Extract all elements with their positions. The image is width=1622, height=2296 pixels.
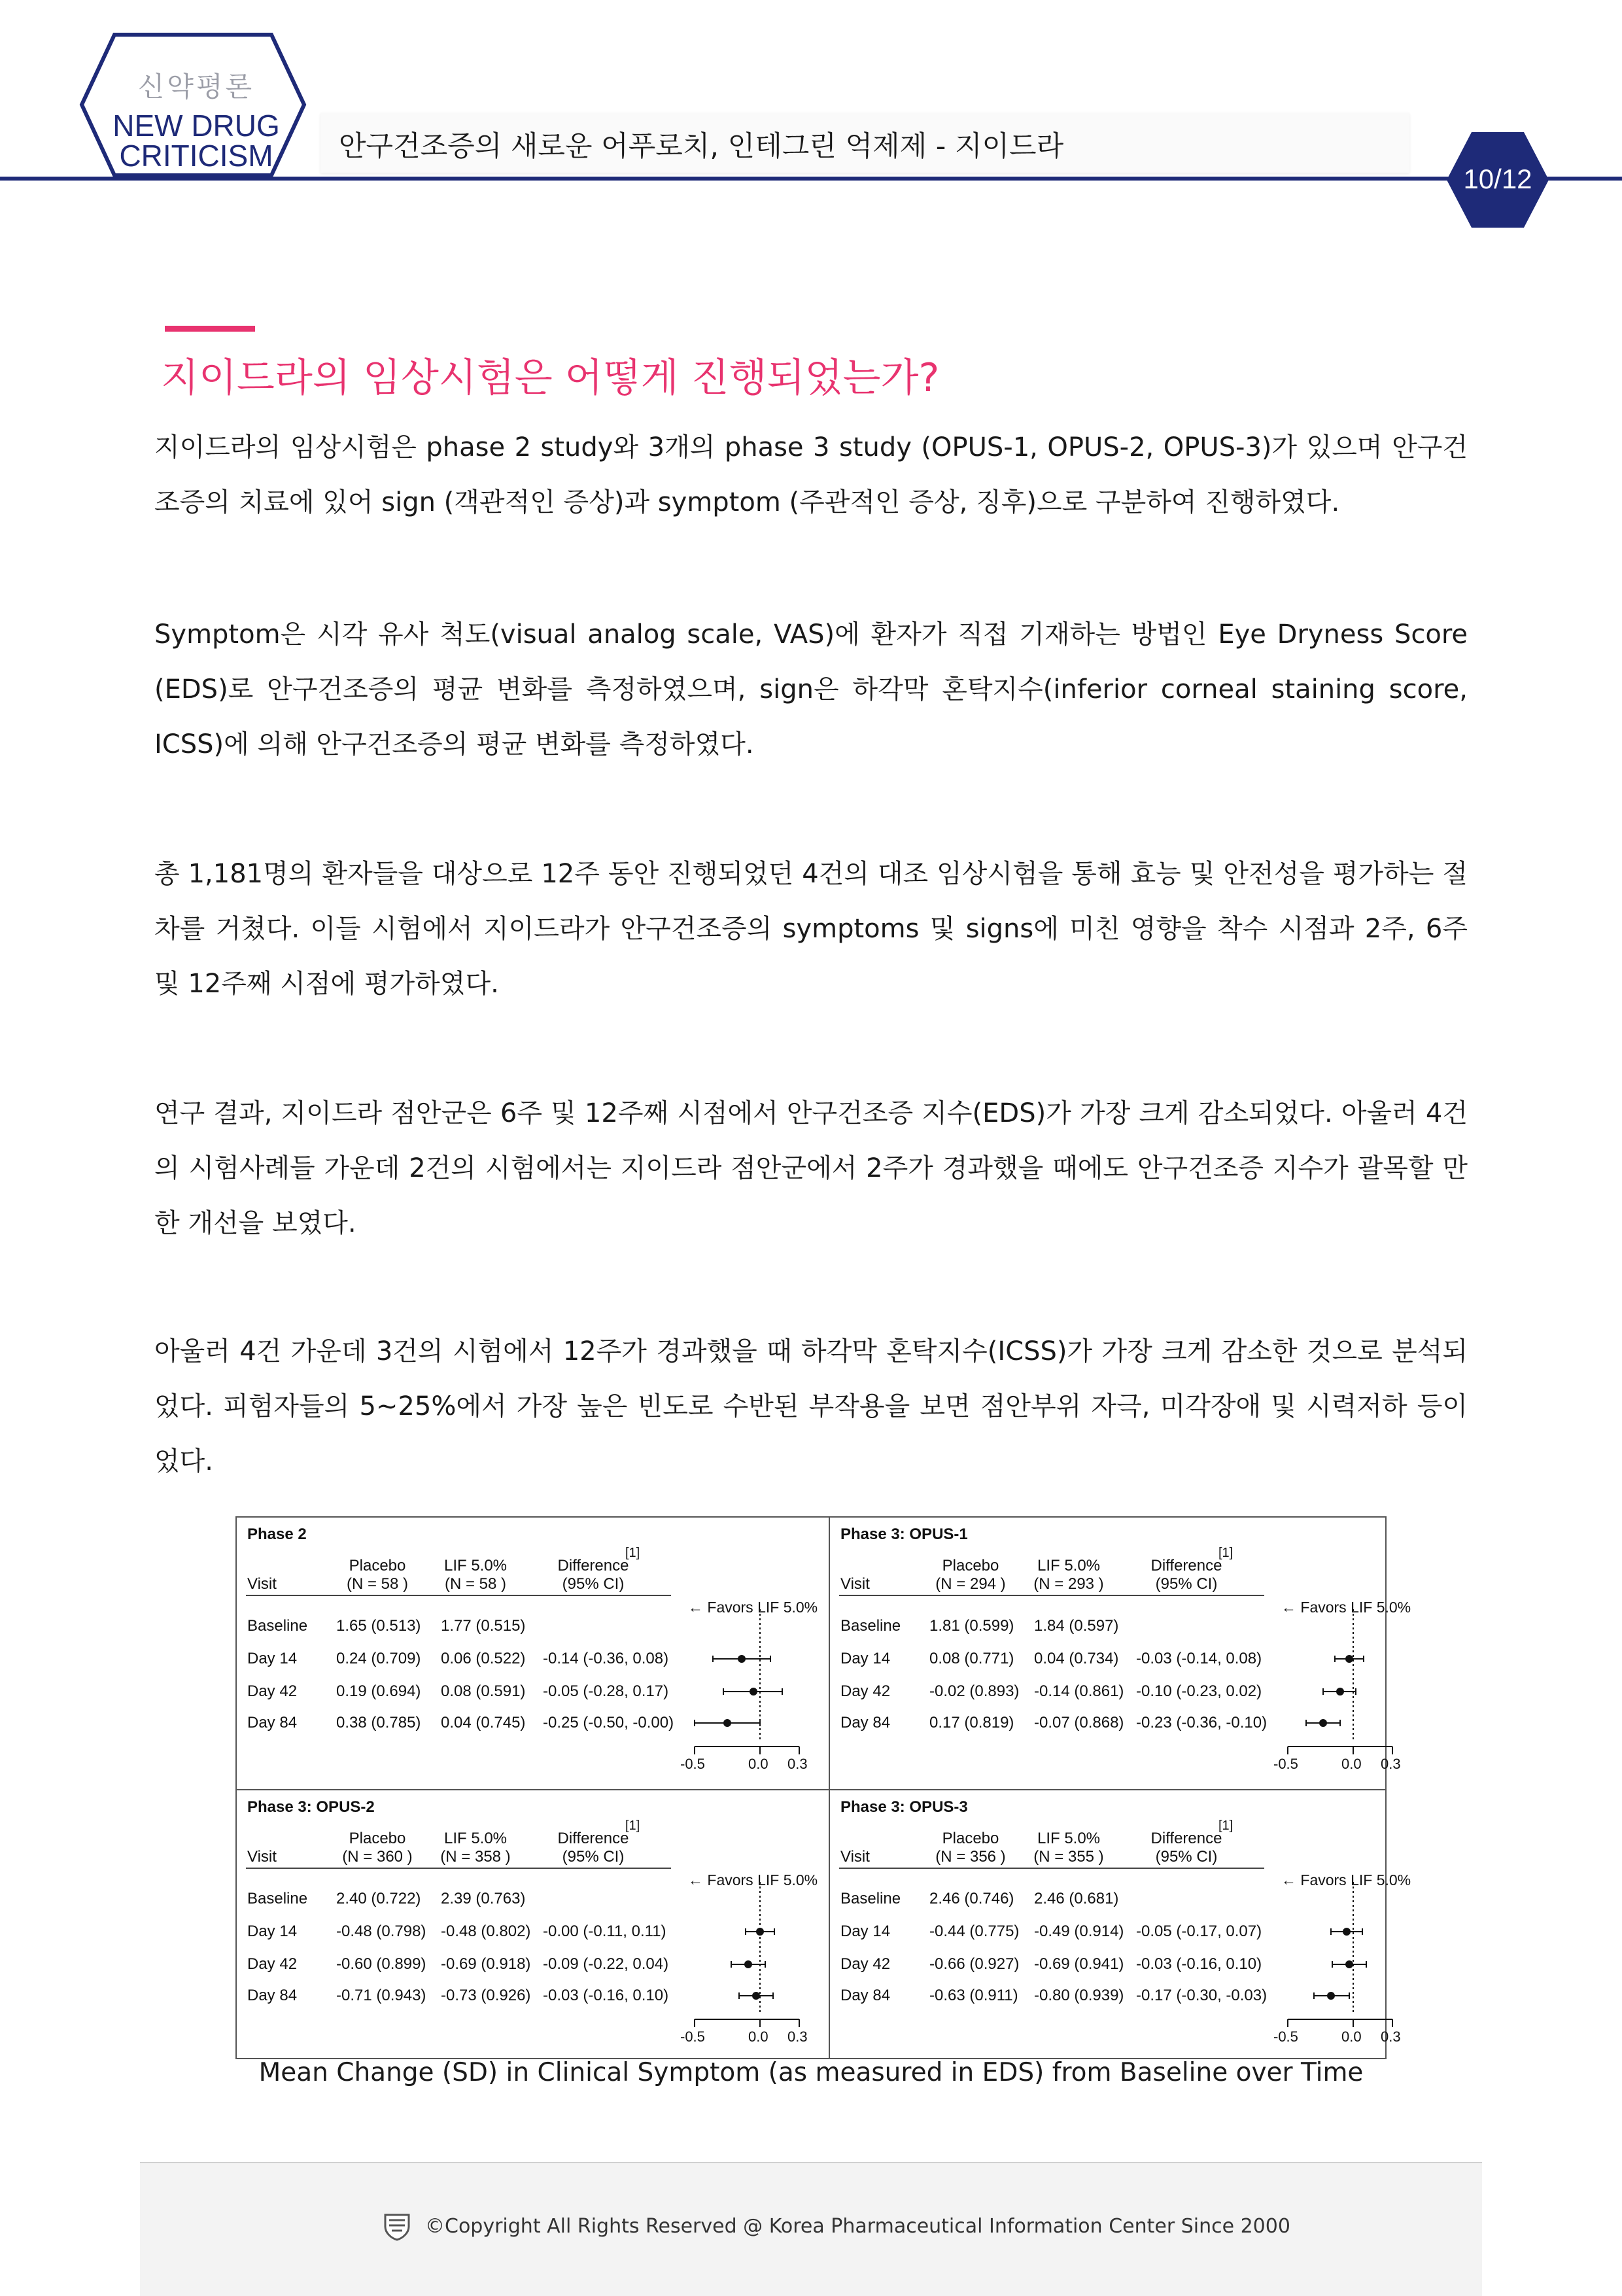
lif-cell: 2.46 (0.681) (1034, 1890, 1119, 1907)
x-axis-tick-label: 0.3 (787, 2028, 808, 2045)
placebo-cell: 0.24 (0.709) (336, 1650, 421, 1667)
col-placebo-n: (N = 356 ) (935, 1848, 1006, 1866)
col-lif-n: (N = 58 ) (444, 1575, 507, 1593)
x-axis-tick-label: -0.5 (680, 1756, 705, 1772)
col-visit-header: Visit (840, 1575, 870, 1593)
panel-title: Phase 3: OPUS-2 (247, 1798, 375, 1816)
header-title: 안구건조증의 새로운 어푸로치, 인테그린 억제제 - 지이드라 (339, 130, 1064, 163)
estimate-point (1345, 1655, 1353, 1663)
favors-label: ← Favors LIF 5.0% (688, 1599, 818, 1616)
visit-cell: Day 84 (247, 1987, 298, 2004)
x-axis-tick-label: 0.3 (787, 1756, 808, 1772)
estimate-point (752, 1992, 760, 2000)
forest-panel (237, 1790, 818, 2055)
visit-cell: Day 14 (840, 1922, 891, 1940)
estimate-point (1319, 1719, 1327, 1727)
visit-cell: Day 14 (840, 1650, 891, 1667)
visit-cell: Day 42 (247, 1682, 298, 1700)
col-ci-header: (95% CI) (562, 1575, 625, 1593)
difference-cell: -0.05 (-0.28, 0.17) (543, 1682, 669, 1700)
visit-cell: Day 14 (247, 1650, 298, 1667)
estimate-point (756, 1928, 764, 1936)
section-accent-bar (165, 326, 255, 332)
col-ci-header: (95% CI) (1155, 1848, 1218, 1866)
panel-title: Phase 3: OPUS-3 (840, 1798, 968, 1816)
difference-cell: -0.10 (-0.23, 0.02) (1136, 1682, 1262, 1700)
visit-cell: Baseline (840, 1617, 901, 1635)
difference-cell: -0.23 (-0.36, -0.10) (1136, 1714, 1268, 1731)
placebo-cell: 0.08 (0.771) (929, 1650, 1014, 1667)
paragraph-4: 연구 결과, 지이드라 점안군은 6주 및 12주째 시점에서 안구건조증 지수(EDS)가 가장 크게 감소되었다. 아울러 4건의 시험사례들 가운데 2건의 시험에서는 지이드라 점안군에서 2주가 경과했을 때에도 안구건조증 지수가 괄목할 만한 개선을 보였다. (154, 1098, 1468, 1238)
placebo-cell: -0.44 (0.775) (929, 1922, 1020, 1940)
footer-copyright: ©Copyright All Rights Reserved @ Korea Pharmaceutical Information Center Since 2000 (425, 2215, 1290, 2238)
lif-cell: -0.69 (0.918) (441, 1955, 531, 1973)
col-diff-footnote: [1] (1218, 1546, 1234, 1560)
placebo-cell: -0.63 (0.911) (929, 1987, 1018, 2004)
lif-cell: -0.80 (0.939) (1034, 1987, 1124, 2004)
forest-plot-svg (237, 1518, 812, 1783)
paragraph-2: Symptom은 시각 유사 척도(visual analog scale, VAS)에 환자가 직접 기재하는 방법인 Eye Dryness Score (EDS)로 안구건조증의 평균 변화를 측정하였으며, sign은 하각막 혼탁지수(inferior corneal staining score, ICSS)에 의해 안구건조증의 평균 변화를 측정하였다. (154, 619, 1468, 759)
x-axis-tick-label: 0.3 (1381, 2028, 1401, 2045)
section-title: 지이드라의 임상시험은 어떻게 진행되었는가? (161, 355, 940, 401)
col-placebo-header: Placebo (942, 1557, 999, 1574)
forest-plot-svg (237, 1790, 812, 2055)
panel-title: Phase 3: OPUS-1 (840, 1525, 968, 1543)
forest-panel (237, 1518, 818, 1783)
x-axis-tick-label: 0.0 (1341, 1756, 1362, 1772)
col-lif-n: (N = 358 ) (440, 1848, 511, 1866)
logo-korean-text: 신약평론 (137, 71, 255, 103)
placebo-cell: 1.65 (0.513) (336, 1617, 421, 1635)
difference-cell: -0.03 (-0.16, 0.10) (1136, 1955, 1262, 1973)
placebo-cell: -0.02 (0.893) (929, 1682, 1020, 1700)
col-visit-header: Visit (247, 1575, 277, 1593)
shield-logo-icon (383, 2212, 411, 2241)
forest-panel (830, 1518, 1411, 1783)
visit-cell: Day 42 (247, 1955, 298, 1973)
estimate-point (738, 1655, 746, 1663)
paragraph-1: 지이드라의 임상시험은 phase 2 study와 3개의 phase 3 study (OPUS-1, OPUS-2, OPUS-3)가 있으며 안구건조증의 치료에 있어 sign (객관적인 증상)과 symptom (주관적인 증상, 징후)으로 구분하여 진행하였다. (154, 432, 1468, 517)
lif-cell: 0.04 (0.734) (1034, 1650, 1119, 1667)
lif-cell: -0.48 (0.802) (441, 1922, 531, 1940)
col-placebo-n: (N = 58 ) (346, 1575, 409, 1593)
col-placebo-n: (N = 294 ) (935, 1575, 1006, 1593)
col-lif-header: LIF 5.0% (1037, 1830, 1101, 1847)
col-diff-header: Difference (1150, 1557, 1222, 1574)
col-lif-n: (N = 355 ) (1033, 1848, 1104, 1866)
col-diff-footnote: [1] (1218, 1818, 1234, 1833)
visit-cell: Day 14 (247, 1922, 298, 1940)
col-placebo-header: Placebo (942, 1830, 999, 1847)
forest-plot-svg (830, 1790, 1406, 2055)
lif-cell: 0.08 (0.591) (441, 1682, 526, 1700)
col-ci-header: (95% CI) (1155, 1575, 1218, 1593)
visit-cell: Baseline (840, 1890, 901, 1907)
x-axis-tick-label: -0.5 (1273, 1756, 1298, 1772)
paragraph-3: 총 1,181명의 환자들을 대상으로 12주 동안 진행되었던 4건의 대조 임상시험을 통해 효능 및 안전성을 평가하는 절차를 거쳤다. 이들 시험에서 지이드라가 안구건조증의 symptoms 및 signs에 미친 영향을 착수 시점과 2주, 6주 및 12주째 시점에 평가하였다. (154, 859, 1468, 999)
estimate-point (750, 1688, 757, 1696)
visit-cell: Baseline (247, 1617, 308, 1635)
x-axis-tick-label: 0.0 (748, 2028, 768, 2045)
col-lif-n: (N = 293 ) (1033, 1575, 1104, 1593)
lif-cell: -0.73 (0.926) (441, 1987, 531, 2004)
page-number: 10/12 (1463, 164, 1532, 194)
placebo-cell: -0.66 (0.927) (929, 1955, 1020, 1973)
col-placebo-header: Placebo (349, 1830, 406, 1847)
col-placebo-header: Placebo (349, 1557, 406, 1574)
estimate-point (1327, 1992, 1335, 2000)
visit-cell: Day 84 (840, 1987, 891, 2004)
panel-title: Phase 2 (247, 1525, 307, 1543)
col-placebo-n: (N = 360 ) (342, 1848, 413, 1866)
difference-cell: -0.09 (-0.22, 0.04) (543, 1955, 669, 1973)
forest-plot-figure (235, 1516, 1411, 2059)
placebo-cell: 2.40 (0.722) (336, 1890, 421, 1907)
lif-cell: 0.06 (0.522) (441, 1650, 526, 1667)
placebo-cell: -0.60 (0.899) (336, 1955, 426, 1973)
visit-cell: Baseline (247, 1890, 308, 1907)
figure-caption: Mean Change (SD) in Clinical Symptom (as measured in EDS) from Baseline over Time (258, 2058, 1364, 2087)
favors-label: ← Favors LIF 5.0% (688, 1871, 818, 1888)
estimate-point (744, 1960, 752, 1968)
placebo-cell: 0.17 (0.819) (929, 1714, 1014, 1731)
estimate-point (723, 1719, 731, 1727)
favors-label: ← Favors LIF 5.0% (1281, 1871, 1411, 1888)
difference-cell: -0.25 (-0.50, -0.00) (543, 1714, 674, 1731)
col-diff-header: Difference (557, 1557, 629, 1574)
col-lif-header: LIF 5.0% (443, 1557, 508, 1574)
difference-cell: -0.03 (-0.16, 0.10) (543, 1987, 669, 2004)
lif-cell: -0.69 (0.941) (1034, 1955, 1124, 1973)
x-axis-tick-label: 0.0 (1341, 2028, 1362, 2045)
placebo-cell: 0.38 (0.785) (336, 1714, 421, 1731)
lif-cell: 0.04 (0.745) (441, 1714, 526, 1731)
col-diff-header: Difference (1150, 1830, 1222, 1847)
x-axis-tick-label: -0.5 (680, 2028, 705, 2045)
difference-cell: -0.17 (-0.30, -0.03) (1136, 1987, 1268, 2004)
paragraph-5: 아울러 4건 가운데 3건의 시험에서 12주가 경과했을 때 하각막 혼탁지수(ICSS)가 가장 크게 감소한 것으로 분석되었다. 피험자들의 5~25%에서 가장 높은 빈도로 수반된 부작용을 보면 점안부위 자극, 미각장애 및 시력저하 등이었다. (154, 1336, 1468, 1476)
lif-cell: 1.77 (0.515) (441, 1617, 526, 1635)
difference-cell: -0.00 (-0.11, 0.11) (543, 1922, 666, 1940)
visit-cell: Day 42 (840, 1955, 891, 1973)
placebo-cell: -0.71 (0.943) (336, 1987, 426, 2004)
visit-cell: Day 84 (840, 1714, 891, 1731)
lif-cell: -0.14 (0.861) (1034, 1682, 1124, 1700)
col-diff-footnote: [1] (625, 1546, 640, 1560)
visit-cell: Day 84 (247, 1714, 298, 1731)
lif-cell: -0.07 (0.868) (1034, 1714, 1124, 1731)
placebo-cell: -0.48 (0.798) (336, 1922, 426, 1940)
visit-cell: Day 42 (840, 1682, 891, 1700)
forest-plot-svg (830, 1518, 1406, 1783)
logo-english-line1: NEW DRUG (112, 109, 280, 143)
lif-cell: -0.49 (0.914) (1034, 1922, 1124, 1940)
placebo-cell: 1.81 (0.599) (929, 1617, 1014, 1635)
col-visit-header: Visit (247, 1848, 277, 1866)
favors-label: ← Favors LIF 5.0% (1281, 1599, 1411, 1616)
difference-cell: -0.05 (-0.17, 0.07) (1136, 1922, 1262, 1940)
col-diff-header: Difference (557, 1830, 629, 1847)
x-axis-tick-label: 0.0 (748, 1756, 768, 1772)
estimate-point (1345, 1960, 1353, 1968)
col-lif-header: LIF 5.0% (443, 1830, 508, 1847)
col-ci-header: (95% CI) (562, 1848, 625, 1866)
x-axis-tick-label: 0.3 (1381, 1756, 1401, 1772)
placebo-cell: 0.19 (0.694) (336, 1682, 421, 1700)
difference-cell: -0.14 (-0.36, 0.08) (543, 1650, 669, 1667)
x-axis-tick-label: -0.5 (1273, 2028, 1298, 2045)
placebo-cell: 2.46 (0.746) (929, 1890, 1014, 1907)
lif-cell: 1.84 (0.597) (1034, 1617, 1119, 1635)
difference-cell: -0.03 (-0.14, 0.08) (1136, 1650, 1262, 1667)
lif-cell: 2.39 (0.763) (441, 1890, 526, 1907)
col-diff-footnote: [1] (625, 1818, 640, 1833)
col-visit-header: Visit (840, 1848, 870, 1866)
col-lif-header: LIF 5.0% (1037, 1557, 1101, 1574)
logo-english-line2: CRITICISM (119, 139, 273, 173)
estimate-point (1343, 1928, 1351, 1936)
forest-panel (830, 1790, 1411, 2055)
estimate-point (1336, 1688, 1344, 1696)
